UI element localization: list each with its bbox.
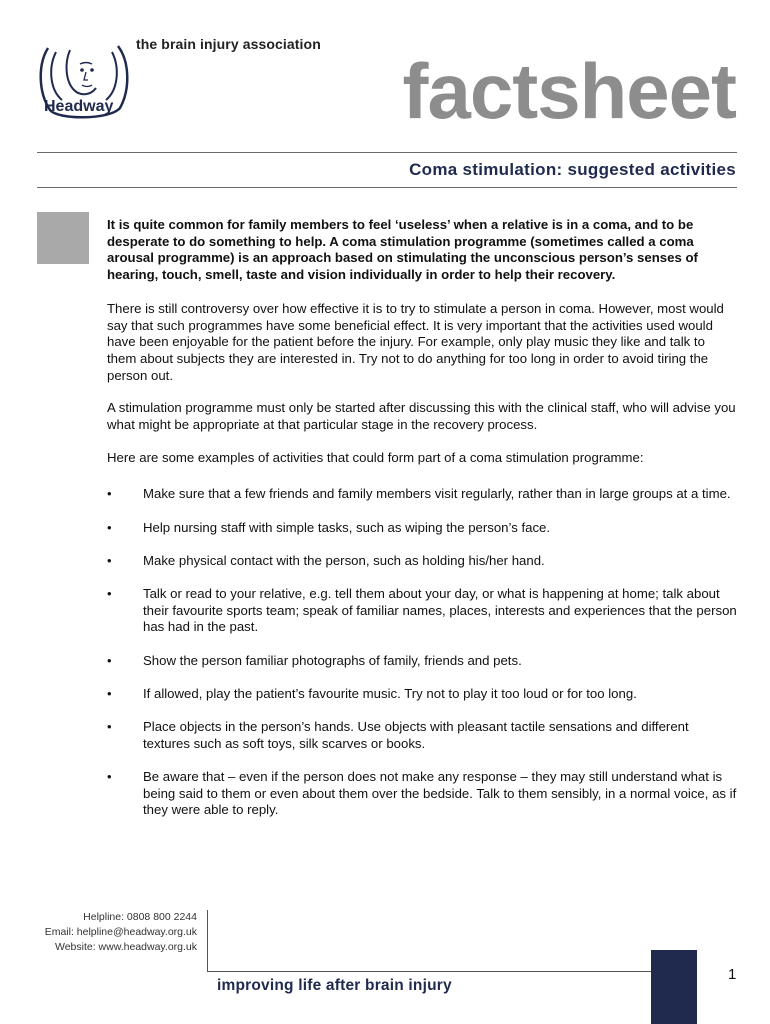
list-item — [107, 686, 737, 703]
bullet-icon: • — [107, 486, 112, 502]
list-item-text: Place objects in the person’s hands. Use objects with pleasant tactile sensations and different textures such as soft toys, silk scarves or books. — [143, 719, 689, 751]
footer-divider-horizontal — [207, 971, 655, 972]
list-item — [107, 719, 737, 752]
list-item-text: Make physical contact with the person, such as holding his/her hand. — [143, 552, 545, 568]
body-paragraph: Here are some examples of activities that could form part of a coma stimulation programme: — [107, 449, 644, 465]
bullet-icon: • — [107, 768, 112, 784]
bullet-icon: • — [107, 519, 112, 535]
footer-divider-vertical — [207, 910, 208, 972]
list-item — [107, 520, 737, 537]
list-item-text: Talk or read to your relative, e.g. tell them about your day, or what is happening at home; talk about their favourite sports team; speak of familiar names, places, interests and experiences that the person has had in the past. — [143, 586, 737, 635]
intro-paragraph: It is quite common for family members to feel ‘useless’ when a relative is in a coma, and to be desperate to do something to help. A coma stimulation programme (sometimes called a coma arousal programme) is an approach based on stimulating the unconscious person’s senses of hearing, touch, smell, taste and vision individually in order to help their recovery. — [107, 217, 698, 283]
title-rule — [37, 187, 737, 188]
bullet-icon: • — [107, 552, 112, 568]
list-item-text: Show the person familiar photographs of family, friends and pets. — [143, 652, 522, 668]
headway-logo — [36, 34, 132, 124]
helpline-text: Helpline: 0808 800 2244 — [83, 911, 197, 923]
list-item — [107, 486, 737, 503]
page-title: Coma stimulation: suggested activities — [409, 160, 736, 179]
bullet-icon: • — [107, 719, 112, 735]
list-item — [107, 586, 737, 636]
footer-accent-block — [651, 950, 697, 1024]
doc-type-heading: factsheet — [402, 47, 736, 135]
logo-wordmark: Headway — [44, 98, 114, 115]
email-link[interactable]: Email: helpline@headway.org.uk — [44, 926, 197, 938]
list-item-text: Help nursing staff with simple tasks, such as wiping the person’s face. — [143, 519, 551, 535]
list-item-text: Make sure that a few friends and family members visit regularly, rather than in large groups at a time. — [143, 486, 731, 502]
list-item-text: If allowed, play the patient’s favourite music. Try not to play it too loud or for too long. — [143, 685, 637, 701]
main-content — [107, 217, 737, 836]
website-link[interactable]: Website: www.headway.org.uk — [54, 941, 197, 953]
body-paragraph: A stimulation programme must only be started after discussing this with the clinical staff, who will advise you what might be appropriate at that particular stage in the recovery process. — [107, 400, 736, 433]
top-rule — [37, 152, 737, 153]
contact-info — [45, 910, 197, 955]
decorative-block — [37, 212, 89, 264]
list-item-text: Be aware that – even if the person does not make any response – they may still understand what is being said to them or even about them over the bedside. Talk to them sensibly, in a normal voice, as if they were able to reply. — [143, 768, 737, 818]
bullet-icon: • — [107, 652, 112, 668]
page-number: 1 — [728, 966, 737, 983]
body-paragraph: There is still controversy over how effective it is to try to stimulate a person in coma. However, most would say that such programmes have some beneficial effect. It is very important that the activities used would have been enjoyable for the patient before the injury. For example, only play music they like and talk to them about subjects they are interested in. Try not to do anything for too long in order to avoid tiring the person out. — [107, 300, 724, 383]
bullet-icon: • — [107, 685, 112, 701]
footer-tagline: improving life after brain injury — [217, 977, 452, 994]
list-item — [107, 769, 737, 819]
org-name: the brain injury association — [136, 36, 321, 52]
list-item — [107, 553, 737, 570]
bullet-icon: • — [107, 586, 112, 602]
activity-list — [107, 486, 737, 819]
list-item — [107, 653, 737, 670]
